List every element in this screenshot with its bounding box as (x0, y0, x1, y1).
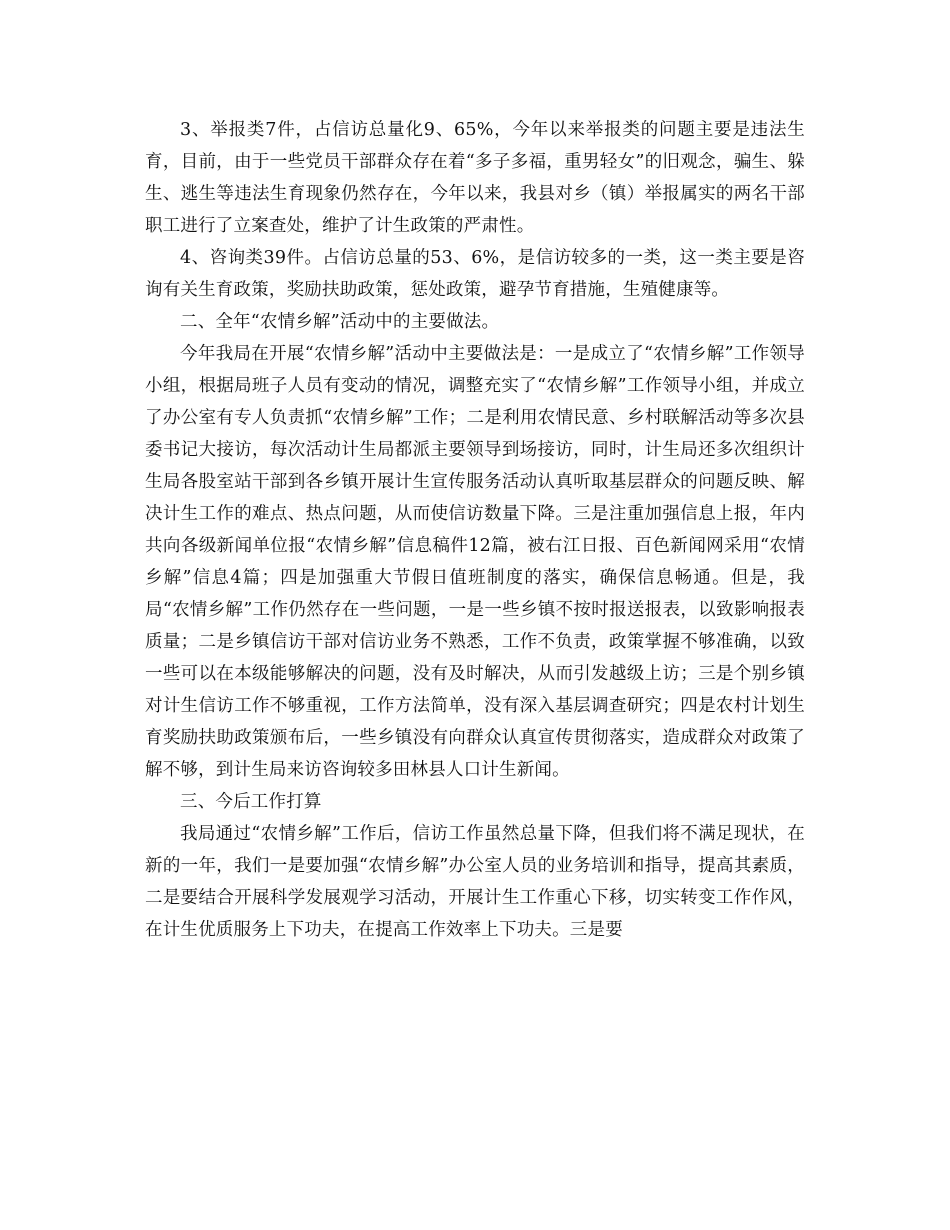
paragraph-main-practices: 今年我局在开展“农情乡解”活动中主要做法是：一是成立了“农情乡解”工作领导小组，根据局班子人员有变动的情况，调整充实了“农情乡解”工作领导小组，并成立了办公室有专人负责抓“农情乡解”工作；二是利用农情民意、乡村联解活动等多次县委书记大接访，每次活动计生局都派主要领导到场接访，同时，计生局还多次组织计生局各股室站干部到各乡镇开展计生宣传服务活动认真听取基层群众的问题反映、解决计生工作的难点、热点问题，从而使信访数量下降。三是注重加强信息上报，年内共向各级新闻单位报“农情乡解”信息稿件12篇，被右江日报、百色新闻网采用“农情乡解”信息4篇；四是加强重大节假日值班制度的落实，确保信息畅通。但是，我局“农情乡解”工作仍然存在一些问题，一是一些乡镇不按时报送报表，以致影响报表质量；二是乡镇信访干部对信访业务不熟悉，工作不负责，政策掌握不够准确，以致一些可以在本级能够解决的问题，没有及时解决，从而引发越级上访；三是个别乡镇对计生信访工作不够重视，工作方法简单，没有深入基层调查研究；四是农村计划生育奖励扶助政策颁布后，一些乡镇没有向群众认真宣传贯彻落实，造成群众对政策了解不够，到计生局来访咨询较多田林县人口计生新闻。 (145, 344, 805, 780)
paragraph-consultation-category: 4、咨询类39件。占信访总量的53、6%，是信访较多的一类，这一类主要是咨询有关生育政策，奖励扶助政策，惩处政策，避孕节育措施，生殖健康等。 (145, 248, 805, 300)
paragraph-report-category: 3、举报类7件，占信访总量化9、65%，今年以来举报类的问题主要是违法生育，目前，由于一些党员干部群众存在着“多子多福，重男轻女”的旧观念，骗生、躲生、逃生等违法生育现象仍然存在，今年以来，我县对乡（镇）举报属实的两名干部职工进行了立案查处，维护了计生政策的严肃性。 (145, 120, 805, 236)
section-heading-main-practices: 二、全年“农情乡解”活动中的主要做法。 (180, 312, 500, 332)
document-body (145, 114, 805, 946)
section-heading-future-plans: 三、今后工作打算 (180, 792, 322, 812)
paragraph-future-plans: 我局通过“农情乡解”工作后，信访工作虽然总量下降，但我们将不满足现状，在新的一年，我们一是要加强“农情乡解”办公室人员的业务培训和指导，提高其素质，二是要结合开展科学发展观学习活动，开展计生工作重心下移，切实转变工作作风，在计生优质服务上下功夫，在提高工作效率上下功夫。三是要 (145, 824, 805, 940)
